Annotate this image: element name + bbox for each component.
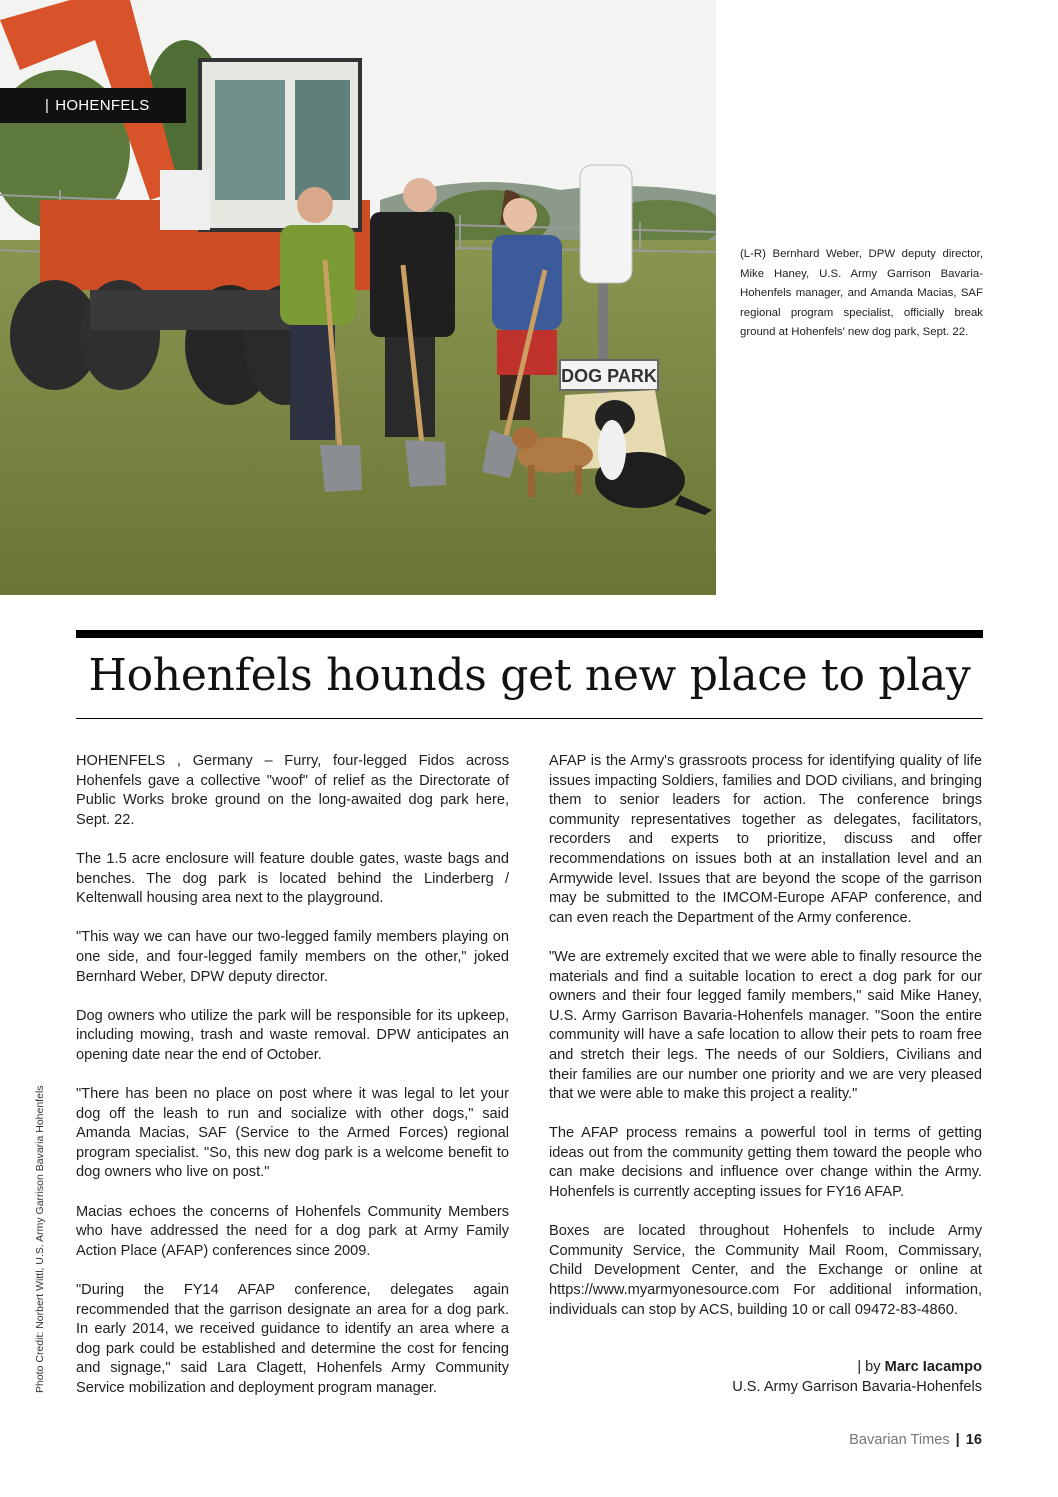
publication-name: Bavarian Times [849,1432,950,1448]
section-tag-bar: | [45,97,50,114]
photo-credit: Photo Credit: Norbert Wittl, U.S. Army Garrison Bavaria Hohenfels [34,1085,46,1393]
waste-bag-dispenser [580,165,632,283]
photo-caption: (L-R) Bernhard Weber, DPW deputy director, Mike Haney, U.S. Army Garrison Bavaria-Hohenfels manager, and Amanda Macias, SAF regional program specialist, officially break ground at Hohenfels' new dog park, Sept. 22. [740,248,983,339]
byline-affiliation: U.S. Army Garrison Bavaria-Hohenfels [732,1378,982,1395]
page-number: 16 [965,1432,982,1448]
paragraph: Dog owners who utilize the park will be responsible for its upkeep, including mowing, trash and waste removal. DPW anticipates an opening date near the end of October. [76,1007,509,1063]
paragraph: Macias echoes the concerns of Hohenfels Community Members who have addressed the need for a dog park at Army Family Action Place (AFAP) conferences since 2009. [76,1203,509,1259]
paragraph: Boxes are located throughout Hohenfels to include Army Community Service, the Community Mail Room, Commissary, Child Development Center, and the Exchange or online at https://www.myarmyonesource.com For additional information, individuals can stop by ACS, building 10 or call 09472-83-4860. [549,1223,982,1318]
paragraph: AFAP is the Army's grassroots process for identifying quality of life issues impacting Soldiers, families and DOD civilians, and bringing them to senior leaders for action. The conference brings community representatives together as delegates, facilitators, recorders and experts to prioritize, discuss and offer recommendations on issues both at an installation level and an Armywide level. Issues that are beyond the scope of the garrison may be submitted to the IMCOM-Europe AFAP conference, and can even reach the Department of the Army conference. [549,753,982,926]
article-column-left [76,752,509,1418]
paragraph: "We are extremely excited that we were able to finally resource the materials and find a suitable location to erect a dog park for our owners and their four legged family members," said Mike Haney, U.S. Army Garrison Bavaria-Hohenfels manager. "Soon the entire community will have a safe location to allow their pets to roam free and stretch their legs. The needs of our Soldiers, Civilians and their families are our number one priority and we are very pleased that we were able to make this project a reality." [549,948,982,1103]
page-footer [849,1432,982,1448]
headline: Hohenfels hounds get new place to play [88,650,971,701]
byline-author: Marc Iacampo [884,1359,982,1375]
paragraph: The AFAP process remains a powerful tool in terms of getting ideas out from the community getting them toward the people who can make decisions and influence over change within the Army. Hohenfels is currently accepting issues for FY16 AFAP. [549,1125,982,1201]
byline-prefix: | by [857,1359,881,1375]
paragraph: "There has been no place on post where it was legal to let your dog off the leash to run and socialize with other dogs," said Amanda Macias, SAF (Service to the Armed Forces) regional program specialist. "So, this new dog park is a welcome benefit to dog owners who live on post." [76,1086,509,1181]
section-tag [0,88,186,123]
section-tag-label: HOHENFELS [55,97,150,114]
paragraph: "This way we can have our two-legged family members playing on one side, and four-legged family members on the other," joked Bernhard Weber, DPW deputy director. [76,929,509,985]
paragraph: "During the FY14 AFAP conference, delegates again recommended that the garrison designate an area for a dog park. In early 2014, we received guidance to identify an area where a dog park could be established and determine the cost for fencing and signage," said Lara Clagett, Hohenfels Army Community Service mobilization and deployment program manager. [76,1282,509,1396]
paragraph: The 1.5 acre enclosure will feature double gates, waste bags and benches. The dog park is located behind the Linderberg / Keltenwall housing area next to the playground. [76,850,509,907]
headline-rule-bottom [76,718,983,719]
headline-rule-top [76,630,983,638]
byline [549,1358,982,1397]
article-column-right [549,752,982,1340]
dog-park-sign-text: DOG PARK [561,366,657,386]
paragraph: HOHENFELS , Germany – Furry, four-legged Fidos across Hohenfels gave a collective "woof" of relief as the Directorate of Public Works broke ground on the long-awaited dog park here, Sept. 22. [76,753,509,828]
footer-separator: | [955,1432,960,1448]
